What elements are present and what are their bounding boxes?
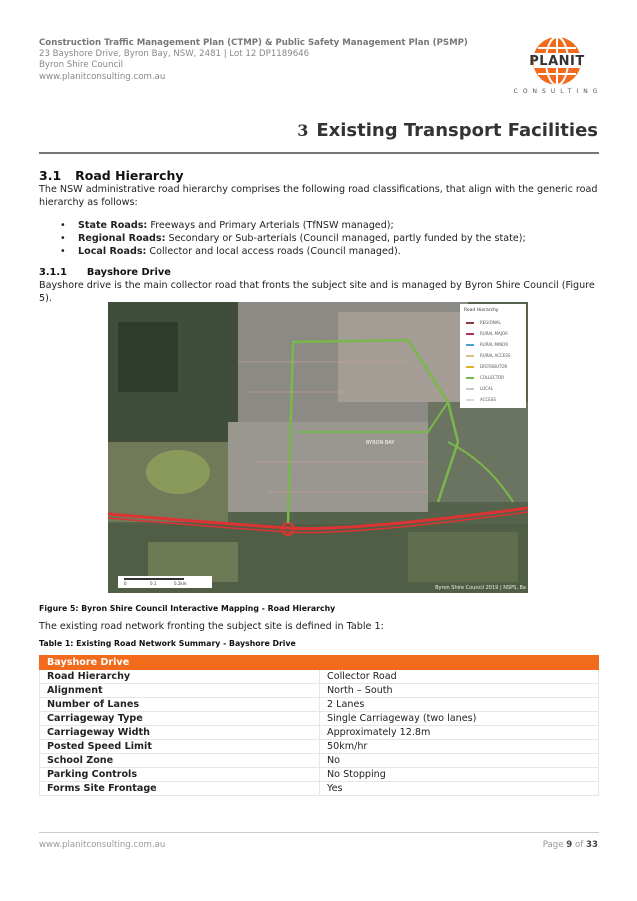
bullet-text: Secondary or Sub-arterials (Council managed, partly funded by the state); xyxy=(165,233,526,244)
section-intro: The NSW administrative road hierarchy comprises the following road classifications, that align with the generic road hierarchy as follows: xyxy=(39,184,598,208)
bullet-term: State Roads: xyxy=(78,220,148,231)
table-row xyxy=(40,670,599,684)
table-row xyxy=(40,782,599,796)
legend-label: DISTRIBUTOR xyxy=(480,364,508,369)
legend-item xyxy=(466,331,524,337)
legend-label: REGIONAL xyxy=(480,320,501,325)
table-header: Bayshore Drive xyxy=(40,656,599,670)
row-value: Yes xyxy=(320,782,599,796)
page-of: of xyxy=(575,840,584,850)
row-value: No Stopping xyxy=(320,768,599,782)
table-header-row xyxy=(40,656,599,670)
bullet-text: Collector and local access roads (Council managed). xyxy=(146,246,401,257)
row-value: Approximately 12.8m xyxy=(320,726,599,740)
bullet-icon: • xyxy=(60,220,66,231)
row-label: Parking Controls xyxy=(40,768,320,782)
legend-label: LOCAL xyxy=(480,386,493,391)
planit-logo xyxy=(512,36,604,98)
table-row xyxy=(40,698,599,712)
street-label: BYRON BAY xyxy=(366,440,395,446)
legend-swatch xyxy=(466,322,474,324)
site-address: 23 Bayshore Drive, Byron Bay, NSW, 2481 | Lot 12 DP1189646 xyxy=(39,49,310,60)
scale-0: 0 xyxy=(124,581,127,586)
section-number: 3.1 xyxy=(39,168,62,183)
logo-word: PLANIT xyxy=(529,54,585,69)
logo-subtitle: CONSULTING xyxy=(513,88,603,95)
legend-swatch xyxy=(466,366,474,368)
row-label: Carriageway Type xyxy=(40,712,320,726)
legend-label: COLLECTOR xyxy=(480,375,505,380)
subsection-text: Bayshore drive is the main collector road that fronts the subject site and is managed by Byron Shire Council (Figure 5). xyxy=(39,280,595,304)
legend-swatch xyxy=(466,355,474,357)
row-value: No xyxy=(320,754,599,768)
bullet-term: Local Roads: xyxy=(78,246,147,257)
legend-swatch xyxy=(466,399,474,401)
row-value: Collector Road xyxy=(320,670,599,684)
table-row xyxy=(40,684,599,698)
bullet-icon: • xyxy=(60,233,66,244)
document-title: Construction Traffic Management Plan (CTMP) & Public Safety Management Plan (PSMP) xyxy=(39,38,468,48)
chapter-divider xyxy=(39,152,599,154)
bullet-icon: • xyxy=(60,246,66,257)
row-value: Single Carriageway (two lanes) xyxy=(320,712,599,726)
legend-swatch xyxy=(466,344,474,346)
row-label: Number of Lanes xyxy=(40,698,320,712)
table-row xyxy=(40,768,599,782)
legend-swatch xyxy=(466,388,474,390)
row-value: 50km/hr xyxy=(320,740,599,754)
footer-website: www.planitconsulting.com.au xyxy=(39,840,166,850)
legend-label: RURAL MINOR xyxy=(480,342,509,347)
current-page: 9 xyxy=(566,840,573,850)
header-website: www.planitconsulting.com.au xyxy=(39,71,166,82)
table-row xyxy=(40,726,599,740)
row-label: Posted Speed Limit xyxy=(40,740,320,754)
scale-bar xyxy=(118,576,212,588)
legend-item xyxy=(466,386,524,392)
legend-swatch xyxy=(466,333,474,335)
legend-item xyxy=(466,375,524,381)
legend-item xyxy=(466,320,524,326)
legend-swatch xyxy=(466,377,474,379)
legend-label: RURAL MAJOR xyxy=(480,331,508,336)
map-legend xyxy=(460,304,526,408)
legend-item xyxy=(466,364,524,370)
legend-label: RURAL ACCESS xyxy=(480,353,511,358)
legend-item xyxy=(466,397,524,403)
map-credit: Byron Shire Council 2019 | NSPS, Ba xyxy=(435,585,526,591)
chapter-title: Existing Transport Facilities xyxy=(316,120,598,141)
chapter-heading xyxy=(297,120,598,141)
legend-title: Road Hierarchy xyxy=(464,308,499,313)
row-value: North – South xyxy=(320,684,599,698)
road-hierarchy-map xyxy=(108,302,528,593)
section-title: Road Hierarchy xyxy=(75,168,184,183)
table-row xyxy=(40,712,599,726)
table-intro: The existing road network fronting the subject site is defined in Table 1: xyxy=(39,621,384,632)
footer-divider xyxy=(39,832,599,833)
table-row xyxy=(40,754,599,768)
row-label: Forms Site Frontage xyxy=(40,782,320,796)
row-label: Road Hierarchy xyxy=(40,670,320,684)
page-label: Page xyxy=(542,840,564,850)
row-label: Alignment xyxy=(40,684,320,698)
row-label: Carriageway Width xyxy=(40,726,320,740)
legend-item xyxy=(466,353,524,359)
subsection-number: 3.1.1 xyxy=(39,267,67,278)
bullet-text: Freeways and Primary Arterials (TfNSW managed); xyxy=(147,220,394,231)
page-number xyxy=(543,840,598,850)
row-value: 2 Lanes xyxy=(320,698,599,712)
row-label: School Zone xyxy=(40,754,320,768)
figure-caption: Figure 5: Byron Shire Council Interactive Mapping - Road Hierarchy xyxy=(39,604,336,613)
council-name: Byron Shire Council xyxy=(39,60,124,71)
scale-2: 0.2km xyxy=(174,581,187,586)
subsection-title: Bayshore Drive xyxy=(86,267,171,278)
section-heading xyxy=(39,168,184,183)
bullet-term: Regional Roads: xyxy=(78,233,166,244)
road-network-table xyxy=(39,655,599,796)
subsection-heading xyxy=(39,267,171,278)
total-pages: 33 xyxy=(586,840,598,850)
table-caption: Table 1: Existing Road Network Summary - Bayshore Drive xyxy=(39,639,296,648)
chapter-number: 3 xyxy=(297,121,309,140)
scale-1: 0.1 xyxy=(150,581,157,586)
table-row xyxy=(40,740,599,754)
legend-label: ACCESS xyxy=(480,397,496,402)
document-header xyxy=(39,38,468,83)
legend-item xyxy=(466,342,524,348)
